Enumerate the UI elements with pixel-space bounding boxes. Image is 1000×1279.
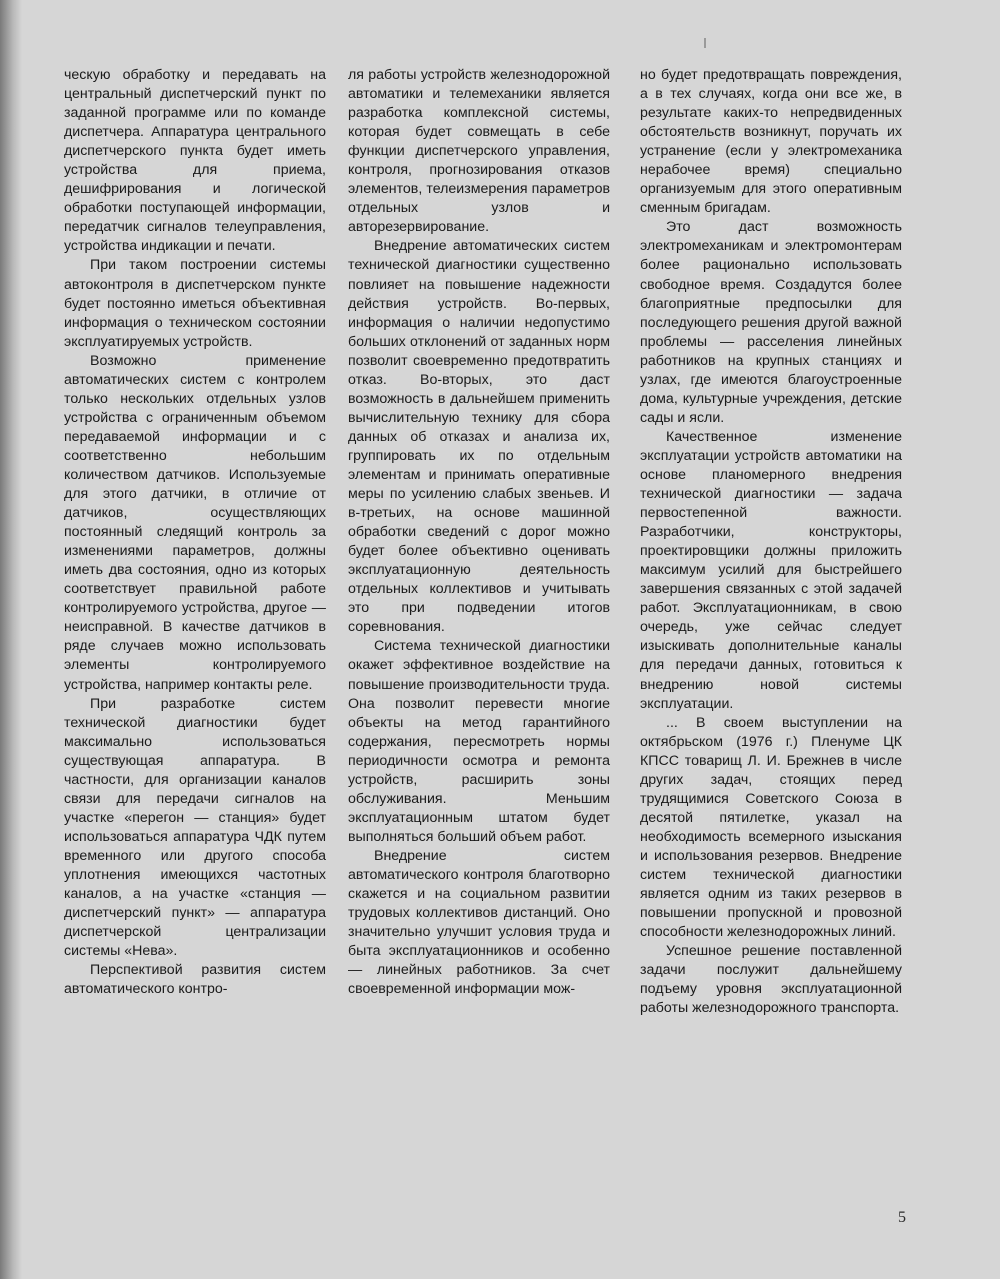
paragraph: Качественное изменение эксплуатации устройств автоматики на основе планомерного внедрения технической диагностики — задача первостепенной важности. Разработчики, конструкторы, проектировщики должны приложить максимум усилий для быстрейшего завершения связанных с этой задачей работ. Эксплуатационникам, в свою очередь, уже сейчас следует изыскивать дополнительные каналы для передачи данных, готовиться к внедрению новой системы эксплуатации. <box>640 428 902 712</box>
paragraph: но будет предотвращать повреждения, а в тех случаях, когда они все же, в результате каких-то непредвиденных обстоятельств возникнут, поручать их устранение (если у электромеханика нерабочее время) специально организуемым для этого оперативным сменным бригадам. <box>640 67 902 217</box>
paragraph: Перспективой развития систем автоматического контро- <box>64 962 326 998</box>
scan-mark <box>704 38 706 48</box>
binding-shadow <box>0 0 22 1279</box>
paragraph: Внедрение автоматических систем технической диагностики существенно повлияет на повышение надежности действия устройств. Во-первых, информация о наличии недопустимо больших отклонений от заданных норм позволит своевременно предотвратить отказ. Во-вторых, это даст возможность в дальнейшем применить вычислительную технику для сбора данных об отказах и анализа их, группировать их по отдельным элементам и принимать оперативные меры по усилению слабых звеньев. И в-третьих, на основе машинной обработки сведений с дорог можно будет более объективно оценивать эксплуатационную деятельность отдельных коллективов и учитывать это при подведении итогов соревнования. <box>348 238 610 636</box>
paragraph: ... В своем выступлении на октябрьском (1976 г.) Пленуме ЦК КПСС товарищ Л. И. Брежнев в числе других задач, стоящих перед трудящимися Советского Союза в десятой пятилетке, указал на необходимость всемерного изыскания и использования резервов. Внедрение систем технической диагностики является одним из таких резервов в повышении пропускной и провозной способности железнодорожных линий. <box>640 714 902 941</box>
paragraph: При разработке систем технической диагностики будет максимально использоваться существующая аппаратура. В частности, для организации каналов связи для передачи сигналов на участке «перегон — станция» будет использоваться аппаратура ЧДК путем временного или другого способа уплотнения имеющихся частотных каналов, а на участке «станция — диспетчерский пункт» — аппаратура диспетчерской централизации системы «Нева». <box>64 695 326 960</box>
paragraph: При таком построении системы автоконтроля в диспетчерском пункте будет постоянно иметься объективная информация о техническом состоянии эксплуатируемых устройств. <box>64 257 326 350</box>
paragraph: Успешное решение поставленной задачи послужит дальнейшему подъему уровня эксплуатационной работы железнодорожного транспорта. <box>640 943 902 1017</box>
paragraph: ческую обработку и передавать на центральный диспетчерский пункт по заданной программе или по команде диспетчера. Аппаратура центрального диспетчерского пункта будет иметь устройства для приема, дешифрирования и логической обработки поступающей информации, передатчик сигналов телеуправления, устройства индикации и печати. <box>64 67 326 255</box>
page-number: 5 <box>898 1209 906 1226</box>
text-column-1 <box>64 66 326 999</box>
paragraph: Внедрение систем автоматического контроля благотворно скажется и на социальном развитии трудовых коллективов дистанций. Оно значительно улучшит условия труда и быта эксплуатационников и особенно — линейных работников. За счет своевременной информации мож- <box>348 847 610 998</box>
text-column-3 <box>640 66 902 1018</box>
paragraph: Возможно применение автоматических систем с контролем только нескольких отдельных узлов устройства с ограниченным объемом передаваемой информации и с соответственно небольшим количеством датчиков. Используемые для этого датчики, в отличие от датчиков, осуществляющих постоянный следящий контроль за изменениями параметров, должны иметь два состояния, одно из которых соответствует правильной работе контролируемого устройства, другое — неисправной. В качестве датчиков в ряде случаев можно использовать элементы контролируемого устройства, например контакты реле. <box>64 352 326 693</box>
paragraph: ля работы устройств железнодорожной автоматики и телемеханики является разработка комплексной системы, которая будет совмещать в себе функции диспетчерского управления, контроля, прогнозирования отказов элементов, телеизмерения параметров отдельных узлов и авторезервирование. <box>348 67 610 236</box>
paragraph: Это даст возможность электромеханикам и электромонтерам более рационально использовать свободное время. Создадутся более благоприятные предпосылки для последующего решения другой важной проблемы — расселения линейных работников на крупных станциях и узлах, где имеются благоустроенные дома, культурные учреждения, детские сады и ясли. <box>640 219 902 426</box>
paragraph: Система технической диагностики окажет эффективное воздействие на повышение производительности труда. Она позволит перевести многие объекты на метод гарантийного содержания, пересмотреть нормы периодичности осмотра и ремонта устройств, расширить зоны обслуживания. Меньшим эксплуатационным штатом будет выполняться больший объем работ. <box>348 638 610 845</box>
text-column-2 <box>348 66 610 999</box>
